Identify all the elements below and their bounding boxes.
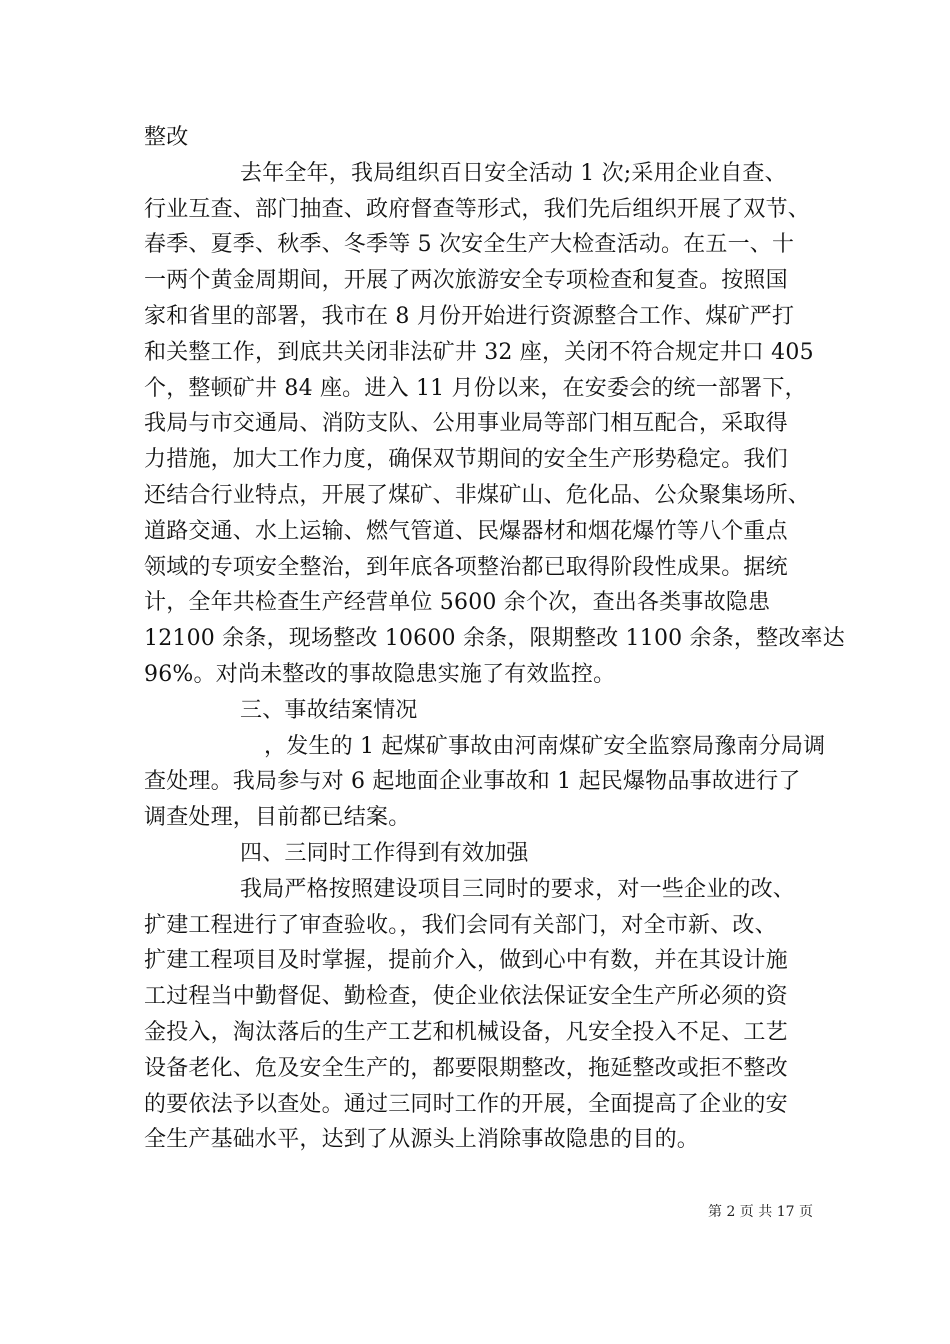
text-line: 去年全年，我局组织百日安全活动 1 次;采用企业自查、: [240, 160, 787, 186]
text-line: 和关整工作，到底共关闭非法矿井 32 座，关闭不符合规定井口 405: [144, 339, 814, 365]
text-line: 调查处理，目前都已结案。: [144, 805, 411, 831]
section-heading: 三、事故结案情况: [240, 697, 418, 723]
text-line: 春季、夏季、秋季、冬季等 5 次安全生产大检查活动。在五一、十: [144, 232, 795, 258]
page-footer: 第 2 页 共 17 页: [708, 1204, 813, 1220]
text-line: 计，全年共检查生产经营单位 5600 余个次，查出各类事故隐患: [144, 590, 771, 616]
text-line: 设备老化、危及安全生产的，都要限期整改，拖延整改或拒不整改: [144, 1055, 788, 1081]
text-line: 12100 余条，现场整改 10600 余条，限期整改 1100 余条，整改率达: [144, 626, 845, 652]
section-heading: 四、三同时工作得到有效加强: [240, 841, 529, 866]
text-line: 扩建工程进行了审查验收。，我们会同有关部门，对全市新、改、: [144, 912, 777, 938]
text-line: 一两个黄金周期间，开展了两次旅游安全专项检查和复查。按照国: [144, 268, 788, 294]
text-line: 查处理。我局参与对 6 起地面企业事故和 1 起民爆物品事故进行了: [144, 769, 801, 795]
text-line: 我局与市交通局、消防支队、公用事业局等部门相互配合，采取得: [144, 411, 788, 437]
text-line: 全生产基础水平，达到了从源头上消除事故隐患的目的。: [144, 1127, 700, 1153]
text-line: 行业互查、部门抽查、政府督查等形式，我们先后组织开展了双节、: [144, 196, 811, 222]
text-line: 金投入，淘汰落后的生产工艺和机械设备，凡安全投入不足、工艺: [144, 1020, 788, 1045]
text-line: 我局严格按照建设项目三同时的要求，对一些企业的改、: [240, 876, 796, 902]
text-line: 领域的专项安全整治，到年底各项整治都已取得阶段性成果。据统: [144, 554, 788, 580]
text-line: 个，整顿矿井 84 座。进入 11 月份以来，在安委会的统一部署下，: [144, 375, 807, 401]
text-line: 道路交通、水上运输、燃气管道、民爆器材和烟花爆竹等八个重点: [144, 518, 788, 544]
text-line: 家和省里的部署，我市在 8 月份开始进行资源整合工作、煤矿严打: [144, 304, 795, 329]
text-line: 扩建工程项目及时掌握，提前介入，做到心中有数，并在其设计施: [144, 948, 788, 974]
text-line: ，发生的 1 起煤矿事故由河南煤矿安全监察局豫南分局调: [264, 733, 826, 759]
text-line: 的要依法予以查处。通过三同时工作的开展，全面提高了企业的安: [144, 1091, 788, 1117]
section-heading-fragment: 整改: [144, 125, 189, 150]
text-line: 还结合行业特点，开展了煤矿、非煤矿山、危化品、公众聚集场所、: [144, 483, 811, 508]
text-line: 96%。对尚未整改的事故隐患实施了有效监控。: [144, 662, 616, 687]
text-line: 力措施，加大工作力度，确保双节期间的安全生产形势稳定。我们: [144, 447, 788, 473]
text-line: 工过程当中勤督促、勤检查，使企业依法保证安全生产所必须的资: [144, 984, 788, 1010]
